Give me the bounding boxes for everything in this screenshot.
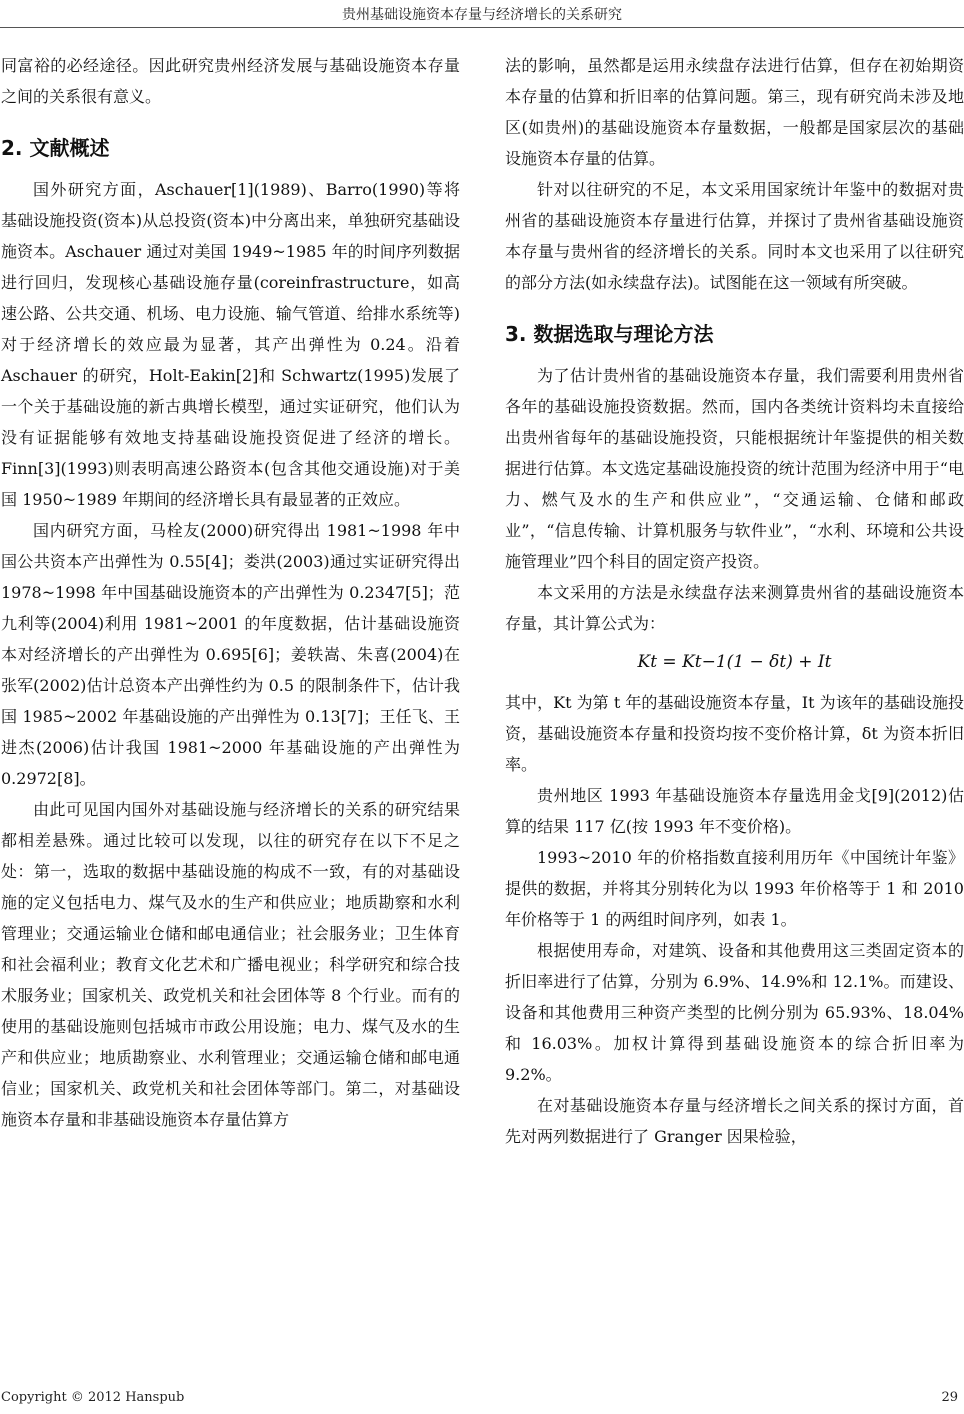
- left-column: [1, 50, 460, 1135]
- paragraph-granger-test: 在对基础设施资本存量与经济增长之间关系的探讨方面，首先对两列数据进行了 Granger 因果检验，: [505, 1096, 964, 1146]
- section-heading-data-and-method: 3. 数据选取与理论方法: [505, 322, 714, 346]
- paragraph-depreciation-rate: 根据使用寿命，对建筑、设备和其他费用这三类固定资本的折旧率进行了估算，分别为 6.9%、14.9%和 12.1%。而建设、设备和其他费用三种资产类型的比例分别为 65.93%、18.04%和 16.03%。加权计算得到基础设施资本的综合折旧率为 9.2%。: [505, 941, 964, 1084]
- page-number: 29: [941, 1390, 958, 1405]
- copyright-notice: Copyright © 2012 Hanspub: [1, 1390, 185, 1405]
- paragraph-data-selection: 为了估计贵州省的基础设施资本存量，我们需要利用贵州省各年的基础设施投资数据。然而，国内各类统计资料均未直接给出贵州省每年的基础设施投资，只能根据统计年鉴提供的相关数据进行估算。本文选定基础设施投资的统计范围为经济中用于“电力、燃气及水的生产和供应业”，“交通运输、仓储和邮政业”，“信息传输、计算机服务与软件业”，“水利、环境和公共设施管理业”四个科目的固定资产投资。: [505, 366, 964, 571]
- paragraph-initial-capital: 贵州地区 1993 年基础设施资本存量选用金戈[9](2012)估算的结果 117 亿(按 1993 年不变价格)。: [505, 786, 964, 836]
- paragraph-domestic-research: 国内研究方面，马栓友(2000)研究得出 1981~1998 年中国公共资本产出弹性为 0.55[4]；娄洪(2003)通过实证研究得出 1978~1998 年中国基础设施资本的产出弹性为 0.2347[5]；范九利等(2004)利用 1981~2001 的年度数据，估计基础设施资本对经济增长的产出弹性为 0.695[6]；姜轶嵩、朱喜(2004)在张军(2002)估计总资本产出弹性约为 0.5 的限制条件下，估计我国 1985~2002 年基础设施的产出弹性为 0.13[7]；王任飞、王进杰(2006)估计我国 1981~2000 年基础设施的产出弹性为 0.2972[8]。: [1, 521, 460, 788]
- paragraph-foreign-research: 国外研究方面，Aschauer[1](1989)、Barro(1990)等将基础设施投资(资本)从总投资(资本)中分离出来，单独研究基础设施资本。Aschauer 通过对美国 1949~1985 年的时间序列数据进行回归，发现核心基础设施存量(coreinfrastructure，如高速公路、公共交通、机场、电力设施、输气管道、给排水系统等)对于经济增长的效应最为显著，其产出弹性为 0.24。沿着 Aschauer 的研究，Holt-Eakin[2]和 Schwartz(1995)发展了一个关于基础设施的新古典增长模型，通过实证研究，他们认为没有证据能够有效地支持基础设施投资促进了经济的增长。Finn[3](1993)则表明高速公路资本(包含其他交通设施)对于美国 1950~1989 年期间的经济增长具有最显著的正效应。: [1, 180, 460, 509]
- page-footer: [0, 1390, 964, 1410]
- paragraph-gaps-continuation: 法的影响，虽然都是运用永续盘存法进行估算，但存在初始期资本存量的估算和折旧率的估算问题。第三，现有研究尚未涉及地区(如贵州)的基础设施资本存量数据，一般都是国家层次的基础设施资本存量的估算。: [505, 56, 964, 168]
- perpetual-inventory-formula: Kt = Kt−1(1 − δt) + It: [637, 652, 832, 672]
- section-heading-literature-review: 2. 文献概述: [1, 136, 110, 160]
- right-column: [505, 50, 964, 1152]
- paragraph-research-gaps: 由此可见国内国外对基础设施与经济增长的关系的研究结果都相差悬殊。通过比较可以发现，以往的研究存在以下不足之处：第一，选取的数据中基础设施的构成不一致，有的对基础设施的定义包括电力、煤气及水的生产和供应业；地质勘察和水利管理业；交通运输业仓储和邮电通信业；社会服务业；卫生体育和社会福利业；教育文化艺术和广播电视业；科学研究和综合技术服务业；国家机关、政党机关和社会团体等 8 个行业。而有的使用的基础设施则包括城市市政公用设施；电力、煤气及水的生产和供应业；地质勘察业、水利管理业；交通运输仓储和邮电通信业；国家机关、政党机关和社会团体等部门。第二，对基础设施资本存量和非基础设施资本存量估算方: [1, 800, 460, 1129]
- running-head-title: 贵州基础设施资本存量与经济增长的关系研究: [342, 7, 622, 23]
- paragraph-intro-continuation: 同富裕的必经途径。因此研究贵州经济发展与基础设施资本存量之间的关系很有意义。: [1, 56, 460, 106]
- paragraph-price-index: 1993~2010 年的价格指数直接利用历年《中国统计年鉴》提供的数据，并将其分别转化为以 1993 年价格等于 1 和 2010 年价格等于 1 的两组时间序列，如表 1。: [505, 848, 964, 929]
- paragraph-method: 本文采用的方法是永续盘存法来测算贵州省的基础设施资本存量，其计算公式为：: [505, 583, 964, 633]
- paragraph-formula-definitions: 其中，Kt 为第 t 年的基础设施资本存量，It 为该年的基础设施投资，基础设施资本存量和投资均按不变价格计算，δt 为资本折旧率。: [505, 693, 964, 774]
- paragraph-research-aim: 针对以往研究的不足，本文采用国家统计年鉴中的数据对贵州省的基础设施资本存量进行估算，并探讨了贵州省基础设施资本存量与贵州省的经济增长的关系。同时本文也采用了以往研究的部分方法(如永续盘存法)。试图能在这一领域有所突破。: [505, 180, 964, 292]
- header-rule: [0, 27, 964, 28]
